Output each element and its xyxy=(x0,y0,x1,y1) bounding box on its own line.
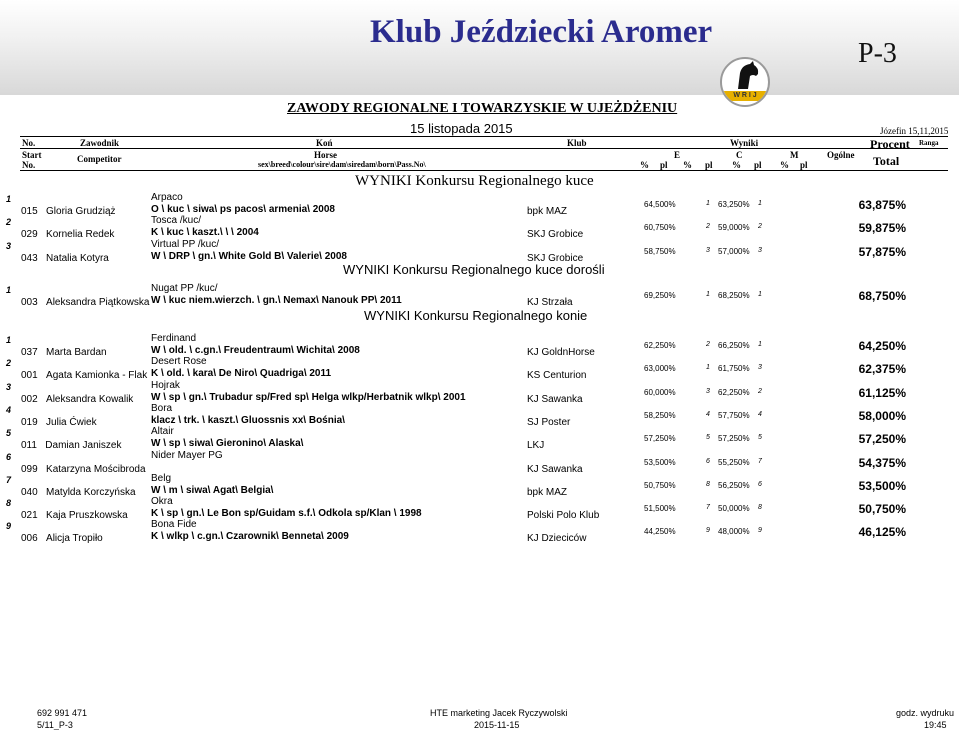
competitor-name: Marta Bardan xyxy=(46,347,107,358)
competitor-cell xyxy=(21,297,149,308)
competitor-name: Katarzyna Mościbroda xyxy=(46,463,146,475)
total-percent: 62,375% xyxy=(858,362,906,377)
col-m-pl: pl xyxy=(754,160,762,170)
score-c-pl: 8 xyxy=(758,504,762,512)
horse-details: W \ sp \ gn.\ Trubadur sp/Fred sp\ Helga wlkp/Herbatnik wlkp\ 2001 xyxy=(151,391,466,403)
start-no: 029 xyxy=(21,229,38,241)
start-no: 001 xyxy=(21,370,38,382)
col-e-pct: % xyxy=(640,160,649,170)
club-name: KJ Strzała xyxy=(527,297,573,308)
start-no: 015 xyxy=(21,206,38,217)
competitor-cell xyxy=(21,347,107,358)
score-e-pct: 44,250% xyxy=(644,527,676,537)
horse-name: Nider Mayer PG xyxy=(151,449,223,461)
competitor-cell xyxy=(21,253,109,264)
start-no: 099 xyxy=(21,463,38,475)
col-horse: Horse xyxy=(314,150,337,160)
competitor-cell xyxy=(21,417,97,428)
competitor-cell xyxy=(21,229,114,240)
start-no: 021 xyxy=(21,510,38,522)
score-c-pct: 57,750% xyxy=(718,410,750,420)
score-e-pct: 58,750% xyxy=(644,246,676,256)
table-row xyxy=(0,521,959,545)
rank: 3 xyxy=(6,240,12,251)
horse-head-icon xyxy=(722,59,768,93)
score-e-pl: 9 xyxy=(706,527,710,535)
col-e-pl: pl xyxy=(660,160,668,170)
score-c-pct: 59,000% xyxy=(718,223,750,233)
score-e-pct: 64,500% xyxy=(644,200,676,209)
col-c-pct: % xyxy=(683,160,692,170)
col-no: No. xyxy=(22,138,36,148)
horse-name: Arpaco xyxy=(151,192,183,203)
footer-print-time-label: godz. wydruku xyxy=(896,708,955,718)
rank: 1 xyxy=(6,335,12,345)
rank: 2 xyxy=(6,358,12,369)
horse-name: Hojrak xyxy=(151,379,180,391)
score-e-pl: 3 xyxy=(706,387,710,395)
footer-print-date: 2015-11-15 xyxy=(474,720,520,730)
start-no: 002 xyxy=(21,393,38,405)
club-name: LKJ xyxy=(527,440,545,452)
table-row xyxy=(0,217,959,241)
score-e-pl: 7 xyxy=(706,504,710,512)
horse-details: O \ kuc \ siwa\ ps pacos\ armenia\ 2008 xyxy=(151,204,335,215)
competitor-cell xyxy=(21,394,133,405)
page-code: P-3 xyxy=(858,38,897,69)
table-row xyxy=(0,358,959,382)
col-no2: No. xyxy=(22,160,36,170)
col-judge-ogolne: Ogólne xyxy=(827,150,855,160)
section-title: WYNIKI Konkursu Regionalnego kuce dorośli xyxy=(343,262,605,277)
competitor-cell xyxy=(21,510,128,521)
col-competitor: Competitor xyxy=(77,154,122,164)
table-row xyxy=(0,285,959,309)
rank: 4 xyxy=(6,404,12,415)
score-c-pct: 55,250% xyxy=(718,457,750,467)
competitor-name: Kornelia Redek xyxy=(46,229,115,241)
competitor-name: Aleksandra Piątkowska xyxy=(46,297,150,308)
competitor-name: Gloria Grudziąż xyxy=(46,206,116,217)
score-e-pl: 3 xyxy=(706,246,710,254)
rank: 1 xyxy=(6,285,12,295)
score-e-pl: 1 xyxy=(706,291,710,298)
score-e-pl: 6 xyxy=(706,457,710,465)
horse-cell xyxy=(151,333,360,357)
score-c-pl: 7 xyxy=(758,457,762,465)
horse-cell xyxy=(151,283,402,307)
club-logo xyxy=(720,57,770,107)
col-total: Total xyxy=(873,154,900,168)
competitor-cell xyxy=(21,464,146,475)
horse-cell xyxy=(151,473,273,497)
start-no: 043 xyxy=(21,252,38,264)
horse-cell xyxy=(151,519,349,543)
start-no: 003 xyxy=(21,297,38,308)
table-row xyxy=(0,335,959,359)
score-c-pct: 66,250% xyxy=(718,341,750,350)
total-percent: 64,250% xyxy=(858,339,906,353)
score-e-pct: 63,000% xyxy=(644,364,676,374)
horse-name: Tosca /kuc/ xyxy=(151,215,202,227)
logo-text: W R I J xyxy=(733,92,757,99)
horse-name: Ferdinand xyxy=(151,333,197,344)
rank: 9 xyxy=(6,521,12,532)
total-percent: 59,875% xyxy=(858,221,906,236)
horse-name: Virtual PP /kuc/ xyxy=(151,238,219,250)
table-row xyxy=(0,238,959,265)
rank: 8 xyxy=(6,498,12,509)
rank: 6 xyxy=(6,451,12,462)
horse-cell xyxy=(151,450,223,462)
footer-print-time: 19:45 xyxy=(924,720,947,730)
score-c-pct: 57,000% xyxy=(718,246,750,256)
col-o-pl: pl xyxy=(800,160,808,170)
competitor-cell xyxy=(21,206,116,217)
score-e-pct: 57,250% xyxy=(644,434,676,444)
horse-cell xyxy=(151,239,347,263)
score-e-pct: 51,500% xyxy=(644,504,676,514)
score-e-pct: 62,250% xyxy=(644,341,676,350)
score-e-pl: 2 xyxy=(706,223,710,231)
score-c-pl: 2 xyxy=(758,223,762,231)
competitor-name: Damian Janiszek xyxy=(45,440,122,452)
rank: 3 xyxy=(6,381,12,392)
club-name: bpk MAZ xyxy=(527,206,568,217)
competitor-name: Matylda Korczyńska xyxy=(46,486,136,498)
score-c-pct: 50,000% xyxy=(718,504,750,514)
total-percent: 63,875% xyxy=(858,198,906,212)
score-c-pct: 68,250% xyxy=(718,291,750,300)
score-e-pct: 60,750% xyxy=(644,223,676,233)
rank: 2 xyxy=(6,217,12,228)
club-name: KJ Sawanka xyxy=(527,393,583,405)
horse-cell xyxy=(151,496,422,520)
score-c-pl: 2 xyxy=(758,387,762,395)
table-row xyxy=(0,498,959,522)
total-percent: 57,875% xyxy=(858,244,906,259)
club-title: Klub Jeździecki Aromer xyxy=(370,14,713,50)
score-c-pl: 1 xyxy=(758,200,762,207)
start-no: 037 xyxy=(21,347,38,358)
horse-details: W \ sp \ siwa\ Gieronino\ Alaska\ xyxy=(151,438,304,450)
horse-details: K \ old. \ kara\ De Niro\ Quadriga\ 2011 xyxy=(151,368,332,380)
competitor-cell xyxy=(21,487,136,498)
competitor-cell xyxy=(21,370,147,381)
score-e-pct: 58,250% xyxy=(644,410,676,420)
score-c-pct: 56,250% xyxy=(718,480,750,490)
score-c-pl: 5 xyxy=(758,434,762,442)
col-o-pct: % xyxy=(780,160,789,170)
horse-name: Belg xyxy=(151,472,172,484)
total-percent: 54,375% xyxy=(858,455,906,470)
score-e-pct: 53,500% xyxy=(644,457,676,467)
start-no: 006 xyxy=(21,533,38,545)
competitor-cell xyxy=(21,533,103,544)
horse-details: klacz \ trk. \ kaszt.\ Gluossnis xx\ Bośnia\ xyxy=(151,414,345,426)
horse-cell xyxy=(151,356,331,380)
score-e-pl: 1 xyxy=(706,364,710,372)
col-wyniki: Wyniki xyxy=(730,138,759,148)
score-e-pct: 69,250% xyxy=(644,291,676,300)
total-percent: 50,750% xyxy=(858,502,906,517)
club-name: SKJ Grobice xyxy=(527,252,584,264)
score-c-pl: 4 xyxy=(758,410,762,418)
club-name: KS Centurion xyxy=(527,370,587,382)
score-e-pct: 50,750% xyxy=(644,480,676,490)
table-row xyxy=(0,428,959,452)
section-title: WYNIKI Konkursu Regionalnego konie xyxy=(364,308,588,323)
score-e-pl: 8 xyxy=(706,480,710,488)
start-no: 011 xyxy=(21,440,37,452)
club-name: KJ GoldnHorse xyxy=(527,347,595,358)
competitor-name: Alicja Tropiło xyxy=(46,533,103,545)
col-zawodnik: Zawodnik xyxy=(80,138,120,148)
horse-cell xyxy=(151,426,303,450)
horse-cell xyxy=(151,403,345,427)
horse-name: Altair xyxy=(151,426,174,438)
start-no: 040 xyxy=(21,486,38,498)
horse-details: K \ sp \ gn.\ Le Bon sp/Guidam s.f.\ Odkola sp/Klan \ 1998 xyxy=(151,508,422,520)
footer-phone: 692 991 471 xyxy=(37,708,88,718)
score-c-pl: 3 xyxy=(758,364,762,372)
horse-name: Bona Fide xyxy=(151,519,197,531)
horse-name: Nugat PP /kuc/ xyxy=(151,283,218,294)
score-c-pl: 9 xyxy=(758,527,762,535)
col-c-pl: pl xyxy=(705,160,713,170)
competitor-name: Kaja Pruszkowska xyxy=(46,510,128,522)
section-title: WYNIKI Konkursu Regionalnego kuce xyxy=(355,173,594,189)
score-c-pl: 6 xyxy=(758,480,762,488)
horse-details: W \ old. \ c.gn.\ Freudentraum\ Wichita\ 2008 xyxy=(151,345,360,356)
total-percent: 57,250% xyxy=(858,432,906,447)
horse-name: Desert Rose xyxy=(151,356,207,368)
score-c-pl: 1 xyxy=(758,291,762,298)
score-e-pl: 1 xyxy=(706,200,710,207)
col-judge-e: E xyxy=(674,150,681,160)
col-judge-c: C xyxy=(736,150,743,160)
club-name: SKJ Grobice xyxy=(527,229,584,241)
competitor-name: Aleksandra Kowalik xyxy=(46,393,134,405)
total-percent: 68,750% xyxy=(858,289,906,303)
club-name: bpk MAZ xyxy=(527,486,568,498)
col-judge-m: M xyxy=(790,150,799,160)
score-c-pct: 48,000% xyxy=(718,527,750,537)
total-percent: 61,125% xyxy=(858,385,906,400)
horse-name: Okra xyxy=(151,496,173,508)
table-row xyxy=(0,472,959,499)
score-e-pl: 2 xyxy=(706,341,710,348)
score-e-pct: 60,000% xyxy=(644,387,676,397)
rank: 5 xyxy=(6,428,12,439)
horse-details: W \ m \ siwa\ Agat\ Belgia\ xyxy=(151,484,274,496)
table-row xyxy=(0,194,959,218)
competitor-name: Natalia Kotyra xyxy=(46,252,109,264)
place-date: Józefin 15,11,2015 xyxy=(880,126,949,136)
competitor-cell xyxy=(21,440,121,451)
footer-marketing: HTE marketing Jacek Ryczywolski xyxy=(430,708,568,718)
score-e-pl: 5 xyxy=(706,434,710,442)
total-percent: 53,500% xyxy=(858,478,906,493)
table-row xyxy=(0,449,959,476)
col-m-pct: % xyxy=(732,160,741,170)
score-c-pct: 63,250% xyxy=(718,200,750,209)
col-ranga: Ranga xyxy=(919,139,939,147)
col-start: Start xyxy=(22,150,42,160)
horse-cell xyxy=(151,215,259,239)
horse-details: W \ DRP \ gn.\ White Gold B\ Valerie\ 2008 xyxy=(151,250,347,262)
event-title: ZAWODY REGIONALNE I TOWARZYSKIE W UJEŻDŻENIU xyxy=(287,101,678,116)
rank: 1 xyxy=(6,194,12,204)
score-c-pl: 3 xyxy=(758,246,762,254)
competitor-name: Agata Kamionka - Flak xyxy=(46,370,148,382)
horse-details: K \ wlkp \ c.gn.\ Czarownik\ Benneta\ 2009 xyxy=(151,531,349,543)
rank: 7 xyxy=(6,474,12,485)
competitor-name: Julia Ćwiek xyxy=(46,416,97,428)
score-c-pct: 57,250% xyxy=(718,434,750,444)
footer-page: 5/11_P-3 xyxy=(37,720,73,730)
score-c-pct: 62,250% xyxy=(718,387,750,397)
score-e-pl: 4 xyxy=(706,410,710,418)
event-date: 15 listopada 2015 xyxy=(410,121,513,136)
horse-details: W \ kuc niem.wierzch. \ gn.\ Nemax\ Nanouk PP\ 2011 xyxy=(151,295,402,306)
start-no: 019 xyxy=(21,416,38,428)
club-name: KJ Sawanka xyxy=(527,463,583,475)
horse-name: Bora xyxy=(151,402,173,414)
horse-cell xyxy=(151,380,466,404)
club-name: SJ Poster xyxy=(527,416,571,428)
score-c-pl: 1 xyxy=(758,341,762,348)
col-kon: Koń xyxy=(316,138,333,148)
score-c-pct: 61,750% xyxy=(718,364,750,374)
table-row xyxy=(0,379,959,406)
col-procent: Procent xyxy=(870,137,910,151)
col-horse-sub: sex\breed\colour\sire\dam\siredam\born\Pass.No\ xyxy=(258,160,426,169)
horse-details: K \ kuc \ kaszt.\ \ \ 2004 xyxy=(151,227,259,239)
total-percent: 46,125% xyxy=(858,525,906,540)
col-klub: Klub xyxy=(567,138,587,148)
horse-cell xyxy=(151,192,335,216)
table-row xyxy=(0,402,959,429)
club-name: KJ Dzieciców xyxy=(527,533,587,545)
total-percent: 58,000% xyxy=(858,408,906,423)
club-name: Polski Polo Klub xyxy=(527,510,600,522)
